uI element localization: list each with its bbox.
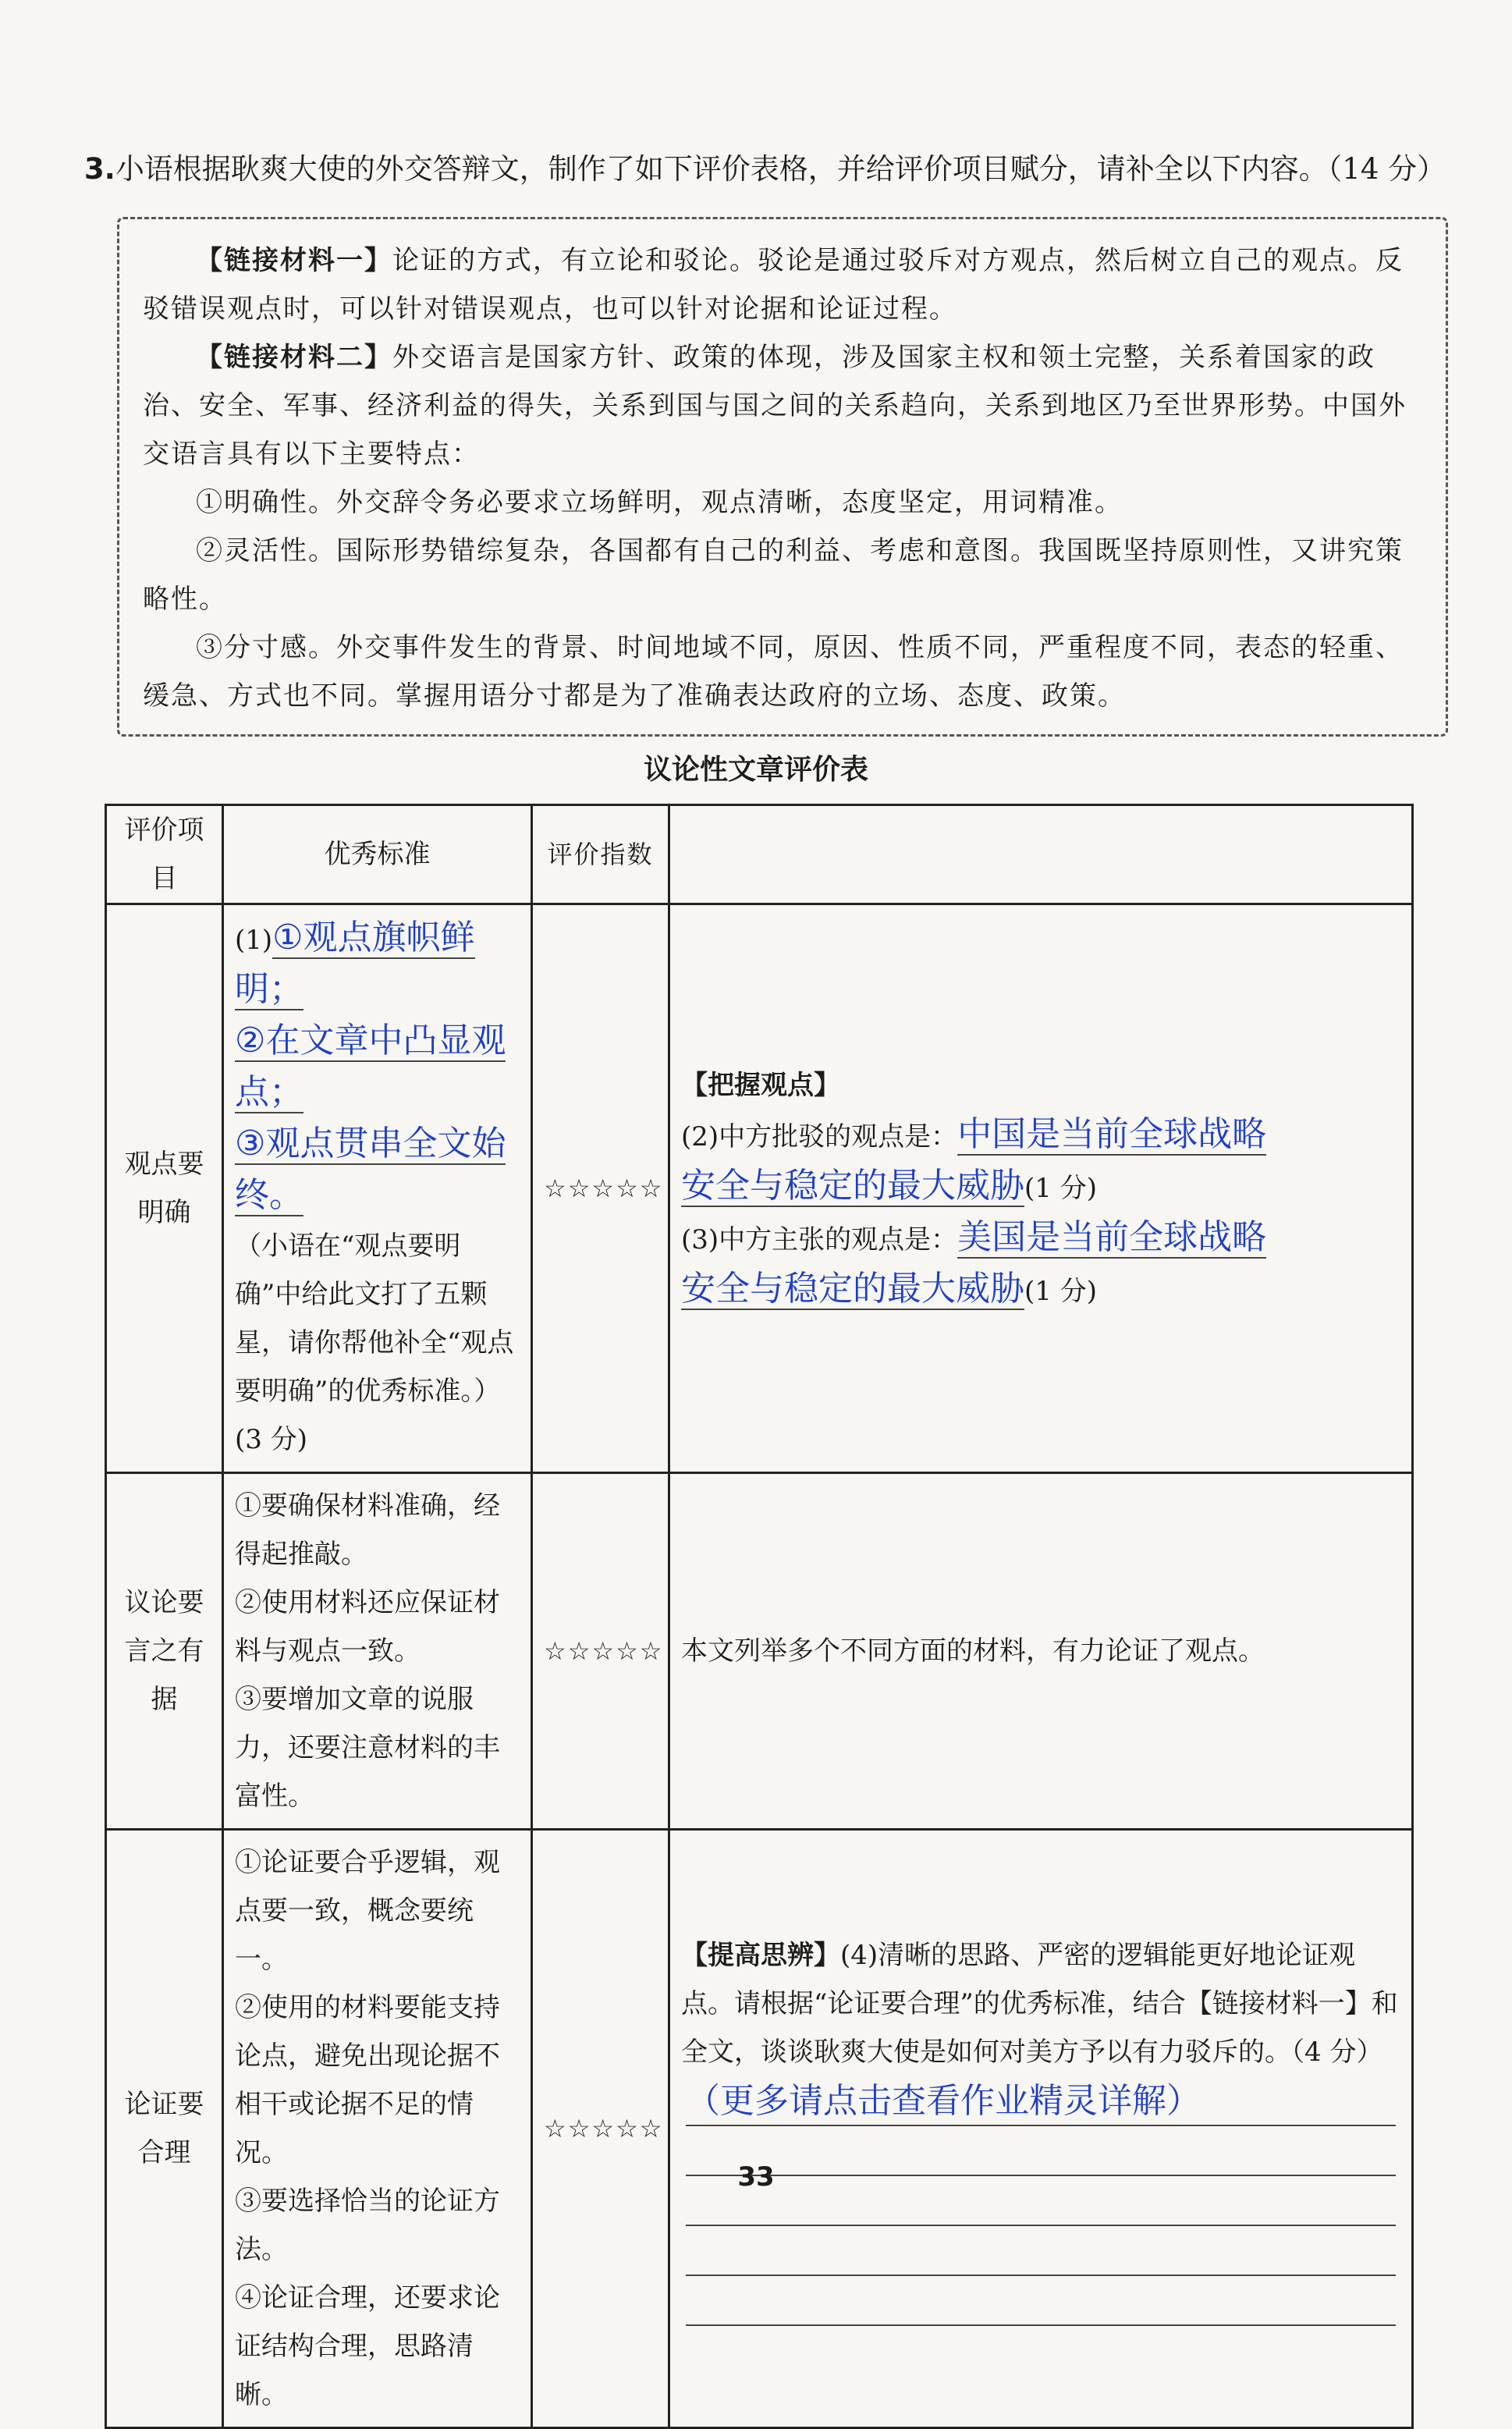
answer-line-1 xyxy=(686,2076,1396,2126)
row1-hand-2: ②在文章中凸显观点； xyxy=(235,1021,506,1112)
row2-std-3: ③要增加文章的说服力，还要注意材料的丰富性。 xyxy=(235,1684,500,1812)
question-text: 小语根据耿爽大使的外交答辩文，制作了如下评价表格，并给评价项目赋分，请补全以下内容。（14 分） xyxy=(115,152,1446,186)
page-number: 33 xyxy=(737,2161,775,2193)
table-title: 议论性文章评价表 xyxy=(643,754,868,786)
header-blank xyxy=(669,805,1413,904)
q3-label: (3)中方主张的观点是： xyxy=(681,1224,958,1255)
row2-answer: 本文列举多个不同方面的材料，有力论证了观点。 xyxy=(669,1473,1413,1830)
row1-item: 观点要明确 xyxy=(106,904,223,1473)
material-box xyxy=(117,217,1448,737)
row3-hand-answer: （更多请点击查看作业精灵详解） xyxy=(686,2081,1201,2121)
row2-std-1: ①要确保材料准确，经得起推敲。 xyxy=(235,1490,500,1570)
row1-std-note: （小语在“观点要明确”中给此文打了五颗星，请你帮他补全“观点要明确”的优秀标准。） xyxy=(235,1230,514,1407)
row1-standard xyxy=(223,904,532,1473)
row3-std-4: ④论证合理，还要求论证结构合理，思路清晰。 xyxy=(235,2282,500,2410)
q2-hand-a: 中国是当前全球战略 xyxy=(957,1114,1267,1154)
row1-hand-3: ③观点贯串全文始终。 xyxy=(235,1124,506,1215)
answer-line-4 xyxy=(686,2226,1396,2276)
material-item-2: ②灵活性。国际形势错综复杂，各国都有自己的利益、考虑和意图。我国既坚持原则性，又讲究策略性。 xyxy=(143,535,1404,615)
q3-score: (1 分) xyxy=(1024,1276,1097,1307)
header-item: 评价项目 xyxy=(106,805,223,904)
row3-std-3: ③要选择恰当的论证方法。 xyxy=(235,2186,500,2265)
material-two-text: 外交语言是国家方针、政策的体现，涉及国家主权和领土完整，关系着国家的政治、安全、军事、经济利益的得失，关系到国与国之间的关系趋向，关系到地区乃至世界形势。中国外交语言具有以下主要特点： xyxy=(143,342,1407,470)
answer-line-5 xyxy=(686,2276,1396,2326)
material-two xyxy=(143,333,1422,478)
row3-answer xyxy=(669,1830,1413,2428)
row3-answer-text: (4)清晰的思路、严密的逻辑能更好地论证观点。请根据“论证要合理”的优秀标准，结合【链接材料一】和全文，谈谈耿爽大使是如何对美方予以有力驳斥的。（4 分） xyxy=(681,1940,1398,2068)
header-standard: 优秀标准 xyxy=(223,805,532,904)
row1-std-prefix: (1) xyxy=(235,925,273,956)
row3-answer-tag: 【提高思辨】 xyxy=(681,1940,840,1971)
row2-standard xyxy=(223,1473,532,1830)
table-row-viewpoint xyxy=(106,904,1413,1473)
row3-standard xyxy=(223,1830,532,2428)
question-number: 3. xyxy=(84,152,115,186)
row1-answer-tag: 【把握观点】 xyxy=(681,1070,840,1101)
row2-std-2: ②使用材料还应保证材料与观点一致。 xyxy=(235,1587,500,1667)
row3-stars: ☆☆☆☆☆ xyxy=(532,1830,669,2428)
material-one xyxy=(143,236,1422,333)
material-one-tag: 【链接材料一】 xyxy=(196,245,392,276)
row1-hand-1: ①观点旗帜鲜明； xyxy=(235,918,475,1009)
row1-stars: ☆☆☆☆☆ xyxy=(532,904,669,1473)
row2-item: 议论要言之有据 xyxy=(106,1473,223,1830)
material-item-3: ③分寸感。外交事件发生的背景、时间地域不同，原因、性质不同，严重程度不同，表态的轻重、缓急、方式也不同。掌握用语分寸都是为了准确表达政府的立场、态度、政策。 xyxy=(143,632,1404,712)
material-two-tag: 【链接材料二】 xyxy=(196,342,392,373)
table-row-evidence xyxy=(106,1473,1413,1830)
row2-stars: ☆☆☆☆☆ xyxy=(532,1473,669,1830)
q3-hand-b: 安全与稳定的最大威胁 xyxy=(681,1269,1024,1309)
row3-std-1: ①论证要合乎逻辑，观点要一致，概念要统一。 xyxy=(235,1847,500,1975)
row3-item: 论证要合理 xyxy=(106,1830,223,2428)
q2-label: (2)中方批驳的观点是： xyxy=(681,1121,958,1152)
material-item-1: ①明确性。外交辞令务必要求立场鲜明，观点清晰，态度坚定，用词精准。 xyxy=(196,487,1123,518)
q2-hand-b: 安全与稳定的最大威胁 xyxy=(681,1166,1024,1206)
table-header-row xyxy=(106,805,1413,904)
row3-std-2: ②使用的材料要能支持论点，避免出现论据不相干或论据不足的情况。 xyxy=(235,1992,500,2168)
question-stem xyxy=(84,148,1457,190)
header-index: 评价指数 xyxy=(532,805,669,904)
q3-hand-a: 美国是当前全球战略 xyxy=(957,1217,1267,1257)
row1-answer xyxy=(669,904,1413,1473)
q2-score: (1 分) xyxy=(1024,1173,1097,1204)
material-one-text: 论证的方式，有立论和驳论。驳论是通过驳斥对方观点，然后树立自己的观点。反驳错误观点时，可以针对错误观点，也可以针对论据和论证过程。 xyxy=(143,245,1404,325)
row1-std-score: (3 分) xyxy=(235,1424,307,1455)
table-row-reasoning xyxy=(106,1830,1413,2428)
